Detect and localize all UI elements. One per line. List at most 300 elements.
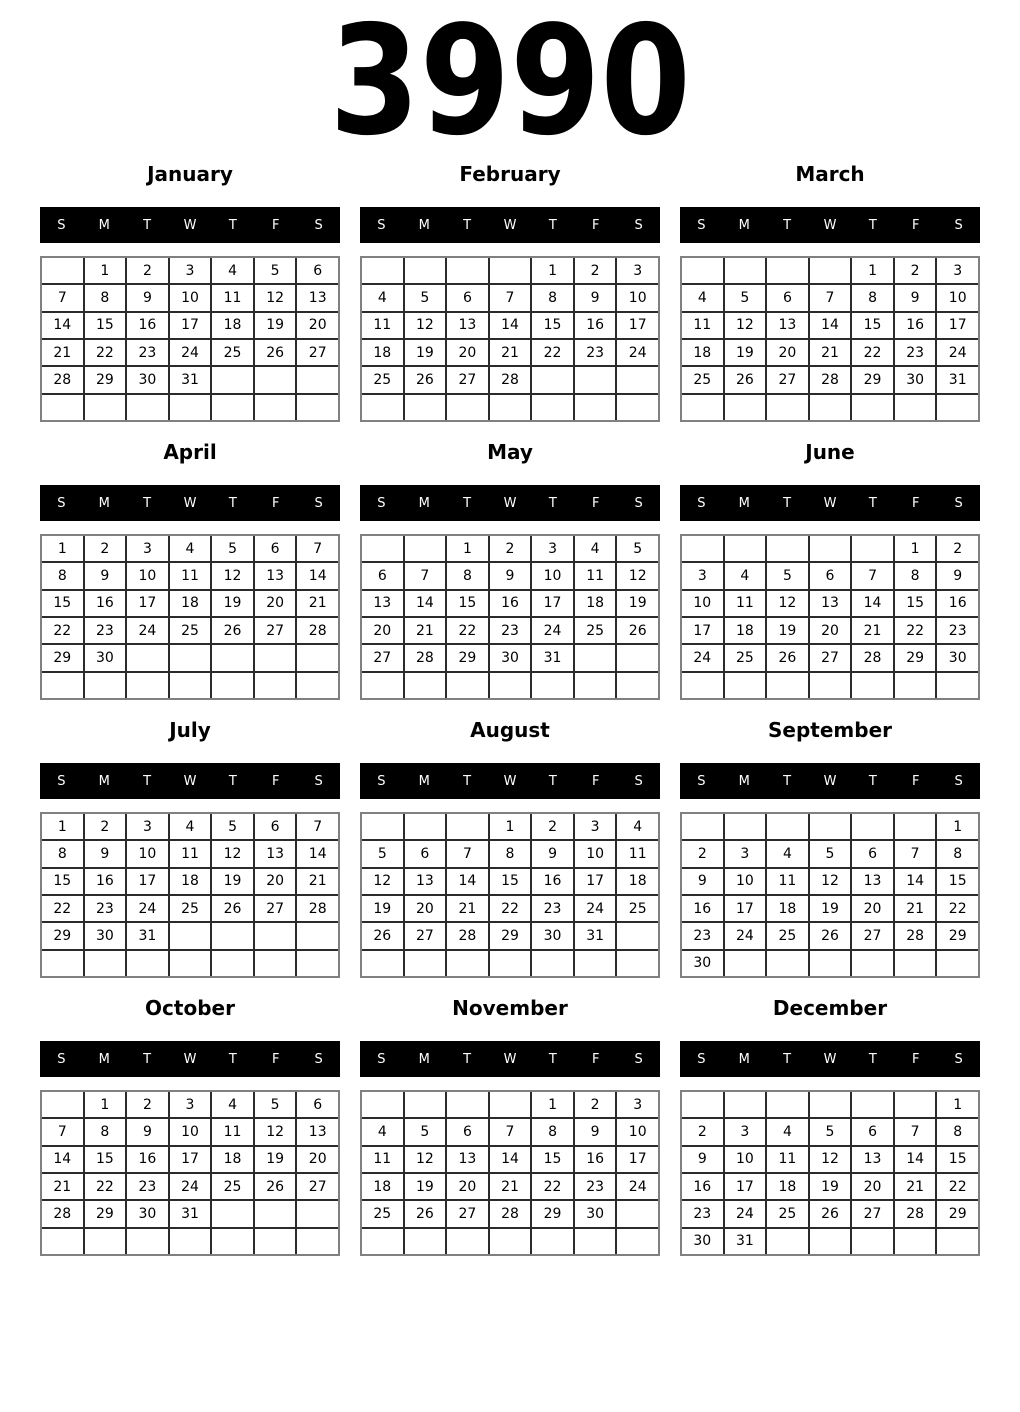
day-cell — [127, 951, 168, 976]
weekday-label: S — [314, 1051, 323, 1067]
day-cell — [255, 367, 296, 392]
day-cell: 26 — [405, 1201, 446, 1226]
day-cell: 9 — [575, 1119, 616, 1144]
day-cell: 15 — [532, 1147, 573, 1172]
day-cell — [297, 1201, 338, 1226]
day-cell — [810, 1229, 851, 1254]
day-cell: 1 — [852, 258, 893, 283]
day-cell: 10 — [127, 841, 168, 866]
day-cell: 17 — [127, 591, 168, 616]
weekday-label: S — [377, 495, 386, 511]
day-cell — [852, 1092, 893, 1117]
day-cell: 2 — [937, 536, 978, 561]
month-block — [360, 163, 660, 422]
day-cell: 12 — [810, 1147, 851, 1172]
day-cell: 21 — [895, 896, 936, 921]
day-cell: 28 — [405, 645, 446, 670]
day-cell: 11 — [362, 1147, 403, 1172]
day-cell — [810, 814, 851, 839]
day-cell: 19 — [255, 1147, 296, 1172]
day-cell: 10 — [682, 591, 723, 616]
day-cell: 15 — [490, 869, 531, 894]
day-cell: 9 — [85, 563, 126, 588]
day-cell: 13 — [852, 869, 893, 894]
weekday-label: T — [143, 495, 152, 511]
day-cell: 12 — [725, 313, 766, 338]
day-cell: 10 — [170, 1119, 211, 1144]
day-cell: 26 — [362, 923, 403, 948]
day-cell: 25 — [362, 367, 403, 392]
day-cell: 27 — [297, 1174, 338, 1199]
day-cell: 10 — [937, 285, 978, 310]
day-cell: 22 — [937, 896, 978, 921]
weekday-bar — [40, 207, 340, 243]
day-cell — [682, 258, 723, 283]
day-cell: 6 — [362, 563, 403, 588]
day-cell: 26 — [810, 923, 851, 948]
day-cell — [405, 395, 446, 420]
weekday-label: W — [823, 217, 837, 233]
day-cell: 8 — [937, 1119, 978, 1144]
weekday-label: W — [823, 1051, 837, 1067]
day-cell — [682, 673, 723, 698]
weekday-label: S — [314, 495, 323, 511]
weekday-label: F — [271, 217, 280, 233]
day-cell: 7 — [490, 1119, 531, 1144]
day-cell — [725, 951, 766, 976]
weekday-label: F — [911, 1051, 920, 1067]
day-cell: 27 — [767, 367, 808, 392]
day-cell: 11 — [212, 285, 253, 310]
day-cell: 9 — [937, 563, 978, 588]
day-cell: 20 — [852, 1174, 893, 1199]
day-cell: 2 — [575, 1092, 616, 1117]
weekday-label: W — [823, 773, 837, 789]
day-cell — [767, 395, 808, 420]
day-cell: 30 — [85, 923, 126, 948]
day-cell: 15 — [852, 313, 893, 338]
month-title: February — [459, 162, 561, 186]
weekday-label: F — [271, 495, 280, 511]
day-cell: 19 — [212, 591, 253, 616]
day-cell: 12 — [255, 285, 296, 310]
day-cell — [255, 1229, 296, 1254]
day-cell: 6 — [405, 841, 446, 866]
day-cell: 28 — [297, 618, 338, 643]
weekday-label: T — [548, 773, 557, 789]
day-cell — [767, 814, 808, 839]
day-cell: 24 — [682, 645, 723, 670]
weekday-label: M — [418, 495, 430, 511]
day-cell: 13 — [255, 563, 296, 588]
day-cell: 20 — [810, 618, 851, 643]
day-cell: 27 — [297, 340, 338, 365]
day-cell: 4 — [212, 258, 253, 283]
day-cell: 22 — [85, 1174, 126, 1199]
day-cell: 5 — [767, 563, 808, 588]
day-cell: 28 — [42, 1201, 83, 1226]
day-cell: 27 — [852, 923, 893, 948]
weekday-bar — [680, 763, 980, 799]
day-cell — [447, 1092, 488, 1117]
day-cell — [447, 673, 488, 698]
month-block — [680, 441, 980, 700]
day-cell: 16 — [682, 1174, 723, 1199]
weekday-label: T — [548, 1051, 557, 1067]
day-cell: 21 — [490, 340, 531, 365]
day-cell: 30 — [575, 1201, 616, 1226]
day-cell — [895, 1092, 936, 1117]
day-cell: 11 — [170, 563, 211, 588]
month-grid — [360, 256, 660, 422]
day-cell: 2 — [532, 814, 573, 839]
day-cell — [937, 395, 978, 420]
day-cell: 3 — [170, 258, 211, 283]
day-cell: 1 — [532, 258, 573, 283]
day-cell: 26 — [255, 340, 296, 365]
day-cell: 20 — [767, 340, 808, 365]
day-cell — [810, 258, 851, 283]
weekday-label: T — [548, 495, 557, 511]
day-cell: 16 — [682, 896, 723, 921]
day-cell — [682, 1092, 723, 1117]
day-cell: 12 — [212, 563, 253, 588]
day-cell: 13 — [405, 869, 446, 894]
day-cell: 20 — [297, 1147, 338, 1172]
month-block — [40, 441, 340, 700]
day-cell — [617, 645, 658, 670]
day-cell — [810, 536, 851, 561]
day-cell: 21 — [42, 340, 83, 365]
day-cell: 7 — [447, 841, 488, 866]
weekday-label: S — [634, 1051, 643, 1067]
day-cell: 17 — [617, 313, 658, 338]
day-cell: 11 — [767, 869, 808, 894]
day-cell: 28 — [810, 367, 851, 392]
month-grid — [40, 256, 340, 422]
day-cell — [810, 673, 851, 698]
day-cell — [42, 673, 83, 698]
day-cell — [212, 395, 253, 420]
day-cell: 22 — [532, 1174, 573, 1199]
day-cell: 4 — [682, 285, 723, 310]
weekday-label: F — [911, 773, 920, 789]
day-cell: 4 — [767, 841, 808, 866]
day-cell: 5 — [617, 536, 658, 561]
day-cell: 18 — [170, 869, 211, 894]
day-cell: 23 — [682, 923, 723, 948]
day-cell: 18 — [362, 340, 403, 365]
day-cell: 11 — [575, 563, 616, 588]
day-cell — [490, 1092, 531, 1117]
day-cell: 17 — [725, 896, 766, 921]
weekday-label: T — [463, 495, 472, 511]
day-cell: 6 — [255, 814, 296, 839]
weekday-label: M — [98, 773, 110, 789]
day-cell: 31 — [170, 1201, 211, 1226]
day-cell — [212, 1229, 253, 1254]
day-cell: 30 — [682, 1229, 723, 1254]
weekday-bar — [680, 485, 980, 521]
day-cell: 6 — [255, 536, 296, 561]
day-cell: 8 — [42, 841, 83, 866]
weekday-label: T — [143, 773, 152, 789]
day-cell: 11 — [212, 1119, 253, 1144]
day-cell: 12 — [212, 841, 253, 866]
weekday-label: F — [591, 773, 600, 789]
day-cell: 25 — [170, 896, 211, 921]
day-cell: 18 — [212, 313, 253, 338]
day-cell — [490, 395, 531, 420]
day-cell: 15 — [42, 591, 83, 616]
day-cell — [767, 1229, 808, 1254]
day-cell: 20 — [362, 618, 403, 643]
day-cell: 4 — [362, 1119, 403, 1144]
months-grid — [40, 163, 980, 1256]
weekday-label: W — [183, 1051, 197, 1067]
day-cell: 30 — [682, 951, 723, 976]
weekday-bar — [360, 1041, 660, 1077]
day-cell — [447, 395, 488, 420]
day-cell: 24 — [170, 1174, 211, 1199]
day-cell: 11 — [682, 313, 723, 338]
day-cell — [937, 1229, 978, 1254]
day-cell: 15 — [85, 313, 126, 338]
weekday-label: W — [183, 773, 197, 789]
month-block — [360, 719, 660, 978]
day-cell: 8 — [852, 285, 893, 310]
month-title: April — [163, 440, 217, 464]
day-cell — [362, 814, 403, 839]
day-cell — [297, 367, 338, 392]
day-cell: 19 — [255, 313, 296, 338]
day-cell — [297, 951, 338, 976]
day-cell: 24 — [127, 896, 168, 921]
day-cell — [852, 1229, 893, 1254]
day-cell: 22 — [42, 618, 83, 643]
day-cell — [725, 673, 766, 698]
weekday-label: M — [738, 1051, 750, 1067]
weekday-label: T — [463, 217, 472, 233]
month-grid — [680, 1090, 980, 1256]
day-cell — [617, 1229, 658, 1254]
weekday-label: F — [271, 1051, 280, 1067]
day-cell: 14 — [852, 591, 893, 616]
day-cell — [532, 1229, 573, 1254]
day-cell — [85, 951, 126, 976]
day-cell: 25 — [170, 618, 211, 643]
day-cell: 18 — [725, 618, 766, 643]
weekday-label: T — [783, 217, 792, 233]
day-cell: 17 — [617, 1147, 658, 1172]
day-cell: 19 — [767, 618, 808, 643]
day-cell: 16 — [575, 1147, 616, 1172]
weekday-label: F — [271, 773, 280, 789]
day-cell — [255, 923, 296, 948]
day-cell: 26 — [405, 367, 446, 392]
day-cell: 8 — [447, 563, 488, 588]
day-cell: 16 — [85, 869, 126, 894]
weekday-label: M — [418, 773, 430, 789]
day-cell: 5 — [405, 1119, 446, 1144]
day-cell: 27 — [405, 923, 446, 948]
day-cell: 5 — [212, 536, 253, 561]
day-cell: 9 — [682, 869, 723, 894]
day-cell: 21 — [405, 618, 446, 643]
day-cell: 22 — [490, 896, 531, 921]
day-cell: 25 — [212, 1174, 253, 1199]
day-cell — [617, 673, 658, 698]
day-cell: 9 — [532, 841, 573, 866]
day-cell: 3 — [725, 841, 766, 866]
day-cell: 26 — [212, 618, 253, 643]
day-cell: 1 — [85, 258, 126, 283]
day-cell: 15 — [937, 869, 978, 894]
month-title: July — [169, 718, 211, 742]
weekday-label: F — [591, 1051, 600, 1067]
day-cell: 4 — [725, 563, 766, 588]
day-cell: 17 — [575, 869, 616, 894]
day-cell — [852, 673, 893, 698]
day-cell — [447, 1229, 488, 1254]
day-cell: 24 — [725, 1201, 766, 1226]
day-cell: 20 — [255, 869, 296, 894]
weekday-label: S — [377, 217, 386, 233]
day-cell: 22 — [895, 618, 936, 643]
day-cell: 10 — [617, 1119, 658, 1144]
day-cell: 13 — [447, 313, 488, 338]
day-cell: 25 — [617, 896, 658, 921]
day-cell: 21 — [490, 1174, 531, 1199]
day-cell — [297, 1229, 338, 1254]
weekday-label: T — [143, 1051, 152, 1067]
day-cell: 13 — [297, 285, 338, 310]
day-cell: 11 — [725, 591, 766, 616]
day-cell — [405, 1229, 446, 1254]
weekday-label: M — [738, 495, 750, 511]
day-cell: 9 — [490, 563, 531, 588]
day-cell: 26 — [617, 618, 658, 643]
day-cell: 10 — [617, 285, 658, 310]
day-cell: 16 — [85, 591, 126, 616]
day-cell: 25 — [767, 1201, 808, 1226]
day-cell: 5 — [212, 814, 253, 839]
day-cell — [212, 951, 253, 976]
day-cell: 18 — [575, 591, 616, 616]
day-cell — [405, 814, 446, 839]
day-cell: 22 — [937, 1174, 978, 1199]
weekday-label: M — [418, 217, 430, 233]
day-cell: 3 — [617, 1092, 658, 1117]
weekday-label: T — [868, 1051, 877, 1067]
day-cell: 8 — [490, 841, 531, 866]
day-cell: 15 — [895, 591, 936, 616]
day-cell: 19 — [810, 896, 851, 921]
day-cell: 21 — [42, 1174, 83, 1199]
day-cell: 31 — [170, 367, 211, 392]
month-block — [680, 163, 980, 422]
month-title: January — [147, 162, 233, 186]
day-cell: 11 — [362, 313, 403, 338]
day-cell: 18 — [617, 869, 658, 894]
day-cell: 29 — [447, 645, 488, 670]
day-cell — [127, 1229, 168, 1254]
day-cell: 19 — [617, 591, 658, 616]
day-cell — [725, 536, 766, 561]
day-cell — [767, 951, 808, 976]
day-cell — [127, 395, 168, 420]
day-cell — [575, 951, 616, 976]
day-cell — [852, 814, 893, 839]
day-cell: 5 — [405, 285, 446, 310]
day-cell — [767, 258, 808, 283]
day-cell: 21 — [297, 591, 338, 616]
weekday-label: S — [57, 773, 66, 789]
day-cell: 26 — [255, 1174, 296, 1199]
weekday-label: T — [783, 495, 792, 511]
day-cell: 15 — [937, 1147, 978, 1172]
day-cell: 15 — [532, 313, 573, 338]
day-cell: 23 — [937, 618, 978, 643]
day-cell — [297, 673, 338, 698]
day-cell — [937, 673, 978, 698]
day-cell: 11 — [617, 841, 658, 866]
day-cell: 4 — [170, 536, 211, 561]
day-cell — [405, 951, 446, 976]
year-title-wrap — [0, 0, 1020, 169]
day-cell: 14 — [297, 841, 338, 866]
day-cell: 29 — [937, 1201, 978, 1226]
day-cell: 28 — [447, 923, 488, 948]
day-cell — [212, 367, 253, 392]
day-cell — [617, 367, 658, 392]
day-cell: 28 — [895, 1201, 936, 1226]
day-cell: 21 — [895, 1174, 936, 1199]
day-cell: 24 — [575, 896, 616, 921]
day-cell — [532, 951, 573, 976]
month-grid — [40, 812, 340, 978]
weekday-bar — [40, 1041, 340, 1077]
day-cell: 4 — [170, 814, 211, 839]
weekday-label: S — [314, 217, 323, 233]
day-cell: 12 — [767, 591, 808, 616]
day-cell: 2 — [895, 258, 936, 283]
day-cell — [212, 923, 253, 948]
day-cell: 10 — [170, 285, 211, 310]
month-block — [40, 997, 340, 1256]
weekday-label: M — [98, 1051, 110, 1067]
month-title: March — [795, 162, 865, 186]
weekday-label: M — [738, 217, 750, 233]
day-cell: 27 — [362, 645, 403, 670]
day-cell: 12 — [617, 563, 658, 588]
day-cell — [490, 951, 531, 976]
day-cell: 16 — [532, 869, 573, 894]
day-cell: 28 — [297, 896, 338, 921]
day-cell: 2 — [575, 258, 616, 283]
day-cell — [255, 645, 296, 670]
day-cell: 25 — [212, 340, 253, 365]
day-cell: 5 — [255, 1092, 296, 1117]
day-cell: 30 — [85, 645, 126, 670]
weekday-bar — [360, 207, 660, 243]
day-cell: 7 — [42, 1119, 83, 1144]
day-cell: 2 — [85, 814, 126, 839]
day-cell — [575, 395, 616, 420]
day-cell: 20 — [405, 896, 446, 921]
day-cell — [937, 951, 978, 976]
day-cell — [255, 951, 296, 976]
